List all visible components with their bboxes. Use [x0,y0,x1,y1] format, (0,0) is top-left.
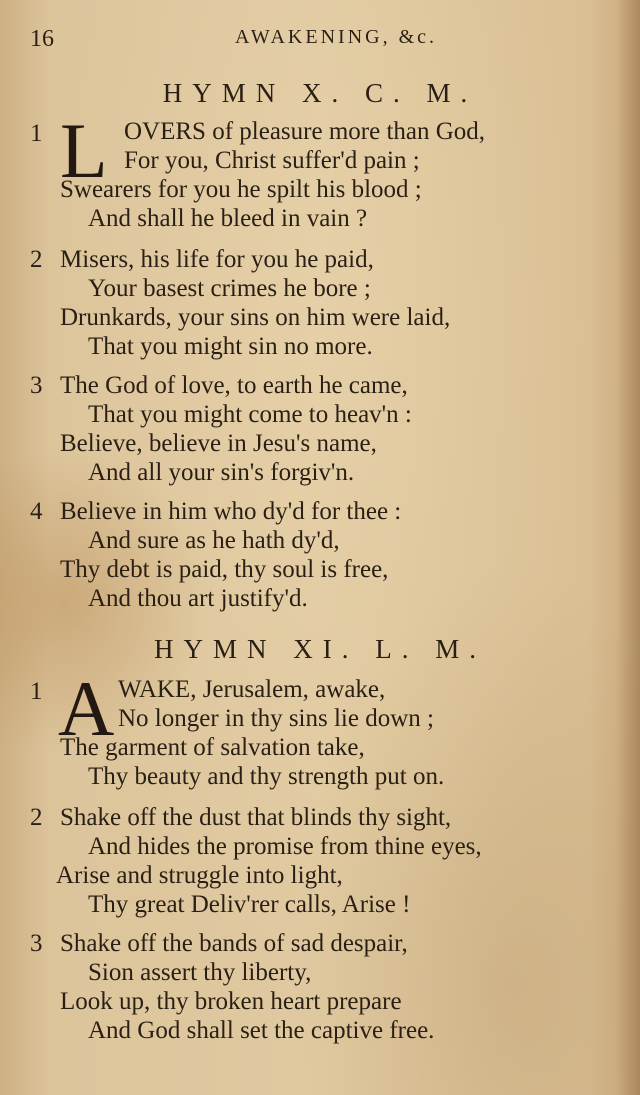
verse-line: And God shall set the captive free. [88,1017,435,1044]
verse-line: Your basest crimes he bore ; [88,275,371,302]
drop-cap: A [58,665,115,752]
page-number: 16 [30,26,54,52]
verse-line: Look up, thy broken heart prepare [60,988,402,1015]
verse-line: The God of love, to earth he came, [60,372,408,399]
verse-line: Thy great Deliv'rer calls, Arise ! [88,891,411,918]
running-head [30,26,612,56]
verse-line: Thy beauty and thy strength put on. [88,763,445,790]
verse-line: And all your sin's forgiv'n. [88,459,355,486]
verse-line: OVERS of pleasure more than God, [124,118,486,145]
verse-line: Sion assert thy liberty, [88,959,312,986]
verse-line: That you might sin no more. [88,333,373,360]
verse-number: 1 [30,120,43,147]
verse-line: Shake off the bands of sad despair, [60,930,408,957]
hymn-title: HYMN X. C. M. [162,78,478,108]
verse-line: Believe in him who dy'd for thee : [60,498,402,525]
verse-number: 3 [30,930,43,957]
verse-line: And hides the promise from thine eyes, [88,833,482,860]
verse-line: Drunkards, your sins on him were laid, [60,304,451,331]
verse-line: Shake off the dust that blinds thy sight, [60,804,452,831]
hymn-title: HYMN XI. L. M. [154,634,486,664]
verse-line: That you might come to heav'n : [88,401,412,428]
page-gutter-shadow [616,0,640,1095]
verse-line: Thy debt is paid, thy soul is free, [60,556,389,583]
verse-number: 1 [30,678,43,705]
verse-line: Arise and struggle into light, [56,862,343,889]
verse-line: And sure as he hath dy'd, [88,527,340,554]
verse-line: And shall he bleed in vain ? [88,205,368,232]
verse-line: Misers, his life for you he paid, [60,246,374,273]
verse-line: For you, Christ suffer'd pain ; [124,147,420,174]
verse-line: The garment of salvation take, [60,734,365,761]
verse-number: 2 [30,246,43,273]
verse-number: 3 [30,372,43,399]
drop-cap: L [60,107,108,194]
verse-number: 2 [30,804,43,831]
verse-line: Believe, believe in Jesu's name, [60,430,377,457]
verse-line: No longer in thy sins lie down ; [118,705,434,732]
running-title: AWAKENING, &c. [234,26,438,48]
verse-line: And thou art justify'd. [88,585,308,612]
verse-number: 4 [30,498,43,525]
verse-line: WAKE, Jerusalem, awake, [118,676,386,703]
verse-line: Swearers for you he spilt his blood ; [60,176,422,203]
